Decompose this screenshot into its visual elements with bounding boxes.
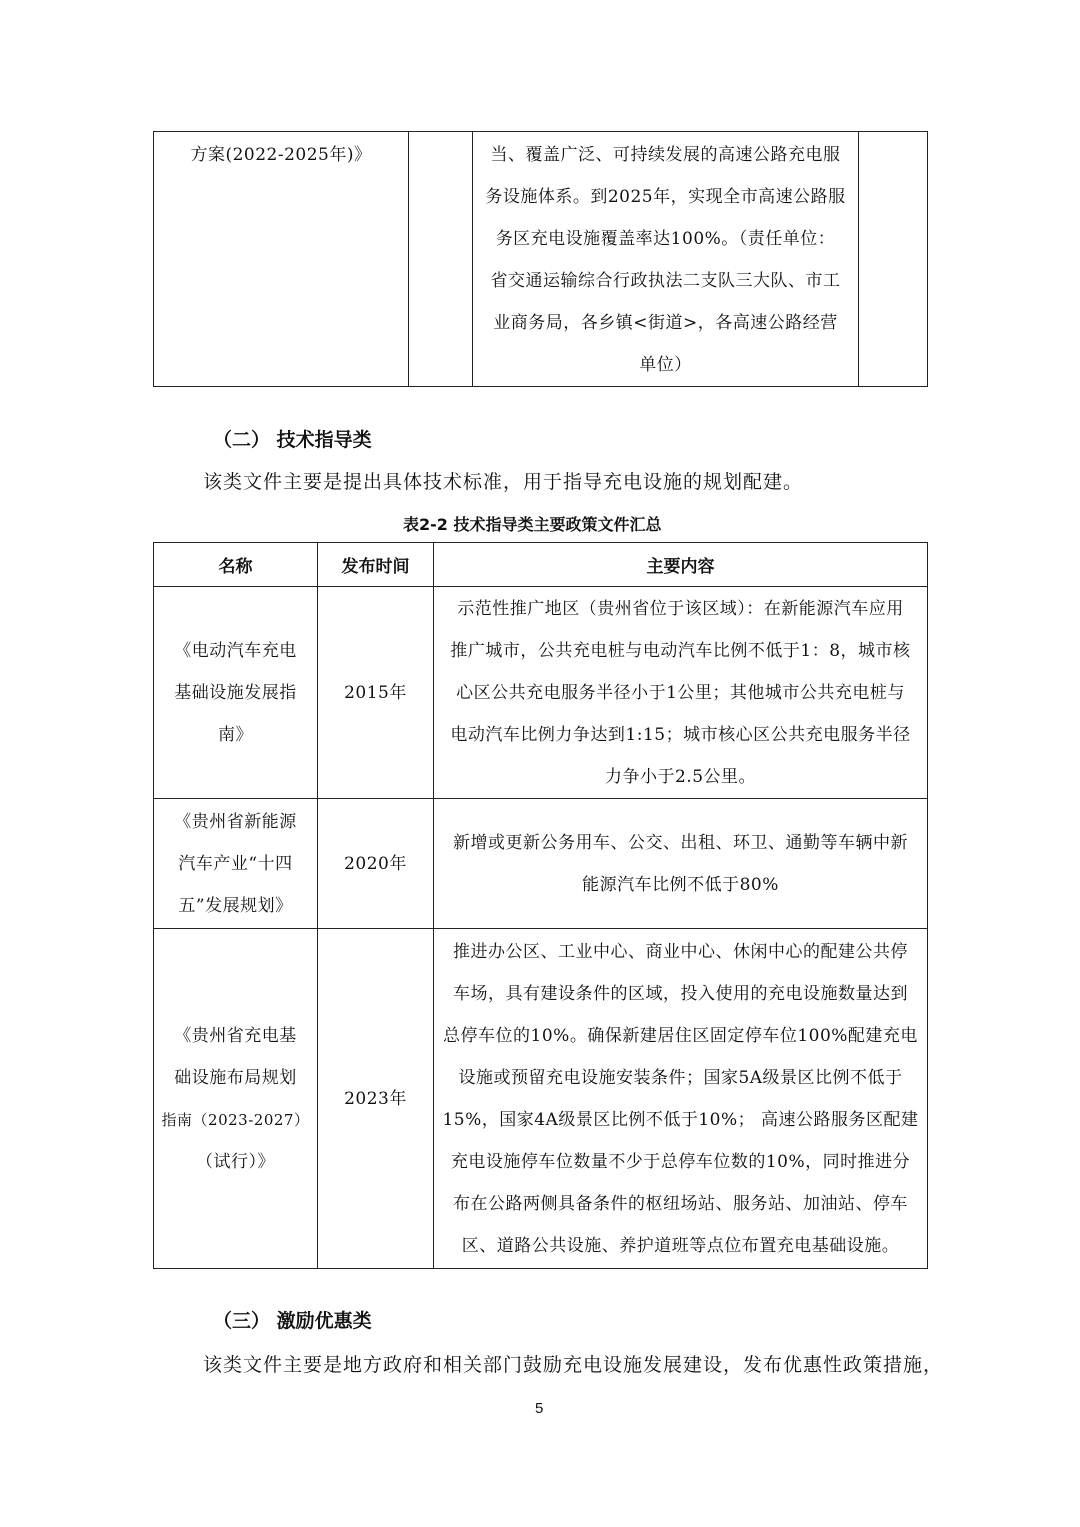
top-content-line: 务区充电设施覆盖率达100%。（责任单位： [495,229,836,249]
row-content-line: 能源汽车比例不低于80% [582,874,779,895]
row-content-line: 新增或更新公务用车、公交、出租、环卫、通勤等车辆中新 [453,832,908,853]
row-content-line: 推广城市，公共充电桩与电动汽车比例不低于1：8，城市核 [450,640,911,661]
row-content-line: 区、道路公共设施、养护道班等点位布置充电基础设施。 [461,1235,900,1256]
row-year-cell: 2020年 [318,799,434,929]
row-content-line: 充电设施停车位数量不少于总停车位数的10%，同时推进分 [450,1151,911,1172]
top-table-empty-cell [859,132,928,387]
row-name-line: 五”发展规划》 [178,895,293,916]
row-name-line: （试行）》 [196,1151,275,1172]
row-name-line: 础设施布局规划 [174,1067,297,1088]
section-intro: 该类文件主要是提出具体技术标准，用于指导充电设施的规划配建。 [203,471,804,493]
row-content-line: 心区公共充电服务半径小于1公里；其他城市公共充电桩与 [456,682,905,703]
top-content-line: 业商务局，各乡镇<街道>，各高速公路经营 [493,313,838,333]
page-number: 5 [535,1400,544,1417]
table-caption: 表2-2 技术指导类主要政策文件汇总 [403,515,662,534]
section-heading: （二） 技术指导类 [213,429,372,451]
top-table-content-cell [473,132,859,387]
row-year-cell: 2015年 [318,587,434,799]
row-name-line: 指南（2023-2027） [161,1110,310,1129]
row-content-line: 15%，国家4A级景区比例不低于10%； 高速公路服务区配建 [442,1109,919,1130]
row-content-line: 推进办公区、工业中心、商业中心、休闲中心的配建公共停 [453,941,908,962]
top-table-name-cell [154,132,409,387]
row-name-line: 汽车产业“十四 [178,853,293,874]
policy-table [153,542,928,1269]
row-content-line: 电动汽车比例力争达到1:15；城市核心区公共充电服务半径 [450,724,911,745]
column-header-date: 发布时间 [318,543,434,587]
top-content-line: 务设施体系。到2025年，实现全市高速公路服 [485,187,846,207]
top-content-line: 当、覆盖广泛、可持续发展的高速公路充电服 [490,145,841,165]
row-content-line: 设施或预留充电设施安装条件；国家5A级景区比例不低于 [458,1067,903,1088]
row-content-line: 力争小于2.5公里。 [604,766,757,787]
top-table [153,131,928,387]
row-name-line: 《电动汽车充电 [174,640,297,661]
top-table-name-text: 方案(2022-2025年)》 [190,145,372,165]
row-content-line: 示范性推广地区（贵州省位于该区域）：在新能源汽车应用 [457,598,904,619]
top-table-empty-cell [409,132,473,387]
row-year-cell: 2023年 [318,929,434,1269]
top-content-line: 单位） [639,355,692,375]
table-row [154,587,928,799]
row-name-line: 南》 [218,724,253,745]
row-name-cell [154,799,318,929]
top-content-line: 省交通运输综合行政执法二支队三大队、市工 [490,271,841,291]
row-content-cell [434,929,928,1269]
section-intro: 该类文件主要是地方政府和相关部门鼓励充电设施发展建设，发布优惠性政策措施， [203,1354,944,1376]
section-heading: （三） 激励优惠类 [213,1310,372,1332]
column-header-content: 主要内容 [434,543,928,587]
row-name-cell [154,929,318,1269]
row-name-line: 《贵州省充电基 [174,1025,297,1046]
row-name-line: 基础设施发展指 [174,682,297,703]
row-name-line: 《贵州省新能源 [174,811,297,832]
table-header-row [154,543,928,587]
column-header-name: 名称 [154,543,318,587]
row-content-cell [434,587,928,799]
row-name-cell [154,587,318,799]
row-content-cell [434,799,928,929]
row-content-line: 总停车位的10%。确保新建居住区固定停车位100%配建充电 [443,1025,918,1046]
row-content-line: 车场，具有建设条件的区域，投入使用的充电设施数量达到 [453,983,908,1004]
table-row [154,929,928,1269]
table-row [154,799,928,929]
row-content-line: 布在公路两侧具备条件的枢纽场站、服务站、加油站、停车 [453,1193,908,1214]
